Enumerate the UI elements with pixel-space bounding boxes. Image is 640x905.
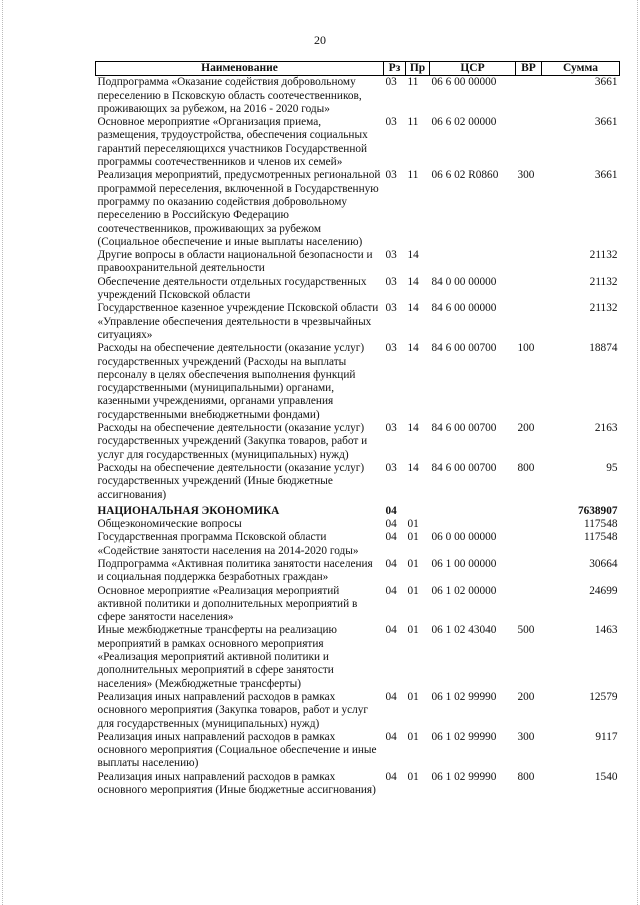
cell-pr: 01 <box>407 584 419 597</box>
cell-vr: 300 <box>517 169 535 182</box>
table-row <box>96 342 620 422</box>
cell-name: Расходы на обеспечение деятельности (оказание услуг) государственных учреждений (Иные бюджетные ассигнования) <box>97 461 365 501</box>
cell-pr: 01 <box>407 557 419 570</box>
cell-csr <box>430 502 516 518</box>
cell-vr <box>516 249 542 276</box>
cell-vr <box>516 76 542 116</box>
cell-vr <box>516 276 542 303</box>
cell-name: Подпрограмма «Активная политика занятости населения и социальная поддержка безработных граждан» <box>97 557 373 584</box>
cell-vr: 200 <box>517 690 535 703</box>
cell-pr: 14 <box>407 342 419 355</box>
table-row <box>96 169 620 249</box>
cell-csr: 06 0 00 00000 <box>431 531 497 544</box>
cell-vr <box>516 302 542 342</box>
cell-csr: 06 6 02 00000 <box>431 116 497 129</box>
cell-rz: 04 <box>385 518 397 531</box>
cell-pr: 01 <box>407 690 419 703</box>
cell-csr: 84 6 00 00000 <box>431 302 497 315</box>
cell-vr: 800 <box>517 461 535 474</box>
cell-pr: 01 <box>407 730 419 743</box>
header-sum: Сумма <box>542 62 620 76</box>
cell-name: Реализация иных направлений расходов в рамках основного мероприятия (Иные бюджетные ассигнования) <box>97 770 376 797</box>
cell-csr: 06 1 02 00000 <box>431 584 497 597</box>
cell-sum: 3661 <box>594 116 618 129</box>
cell-pr: 14 <box>407 422 419 435</box>
scan-edge-right <box>637 0 639 905</box>
cell-sum: 95 <box>606 461 618 474</box>
cell-sum: 12579 <box>589 690 618 703</box>
cell-rz: 03 <box>385 461 397 474</box>
cell-rz: 03 <box>385 76 397 89</box>
cell-sum: 117548 <box>584 518 618 531</box>
cell-pr: 01 <box>407 518 419 531</box>
cell-csr <box>430 249 516 276</box>
cell-vr <box>516 116 542 169</box>
cell-vr <box>516 518 542 531</box>
cell-rz: 04 <box>385 504 397 517</box>
cell-csr: 06 1 02 43040 <box>431 624 497 637</box>
cell-rz: 04 <box>385 690 397 703</box>
cell-pr: 01 <box>407 624 419 637</box>
cell-name: Обеспечение деятельности отдельных государственных учреждений Псковской области <box>97 275 367 302</box>
budget-table <box>95 61 620 797</box>
cell-csr: 06 6 02 R0860 <box>431 169 499 182</box>
table-row <box>96 249 620 276</box>
cell-csr: 06 6 00 00000 <box>431 76 497 89</box>
table-row <box>96 731 620 771</box>
table-row <box>96 116 620 169</box>
header-row <box>96 62 620 76</box>
cell-rz: 04 <box>385 770 397 783</box>
cell-sum: 1463 <box>594 624 618 637</box>
cell-vr <box>516 502 542 518</box>
cell-csr: 06 1 02 99990 <box>431 730 497 743</box>
cell-name: НАЦИОНАЛЬНАЯ ЭКОНОМИКА <box>97 504 280 517</box>
cell-name: Подпрограмма «Оказание содействия добровольному переселению в Псковскую область соотечественников, проживающих за рубежом, на 2016 - 2020 годы» <box>97 76 362 115</box>
table-body <box>96 76 620 798</box>
cell-name: Расходы на обеспечение деятельности (оказание услуг) государственных учреждений (Расходы на выплаты персоналу в целях обеспечения выполнения функций государственными (муниципальными) органами, казенными учреждениями, органами управления государственными внебюджетными фондами) <box>97 342 365 421</box>
cell-csr: 84 0 00 00000 <box>431 275 497 288</box>
table-row <box>96 771 620 798</box>
cell-rz: 04 <box>385 531 397 544</box>
cell-vr <box>516 585 542 625</box>
cell-rz: 03 <box>385 249 397 262</box>
table-row <box>96 302 620 342</box>
cell-pr: 01 <box>407 770 419 783</box>
cell-csr: 06 1 02 99990 <box>431 770 497 783</box>
table-row <box>96 276 620 303</box>
table-row <box>96 462 620 502</box>
cell-vr: 800 <box>517 770 535 783</box>
table-row <box>96 558 620 585</box>
table-row <box>96 422 620 462</box>
cell-name: Реализация мероприятий, предусмотренных региональной программой переселения, включенной в Государственную программу по оказанию содействия добровольному переселению в Российскую Федерацию соотечественников, проживающих за рубежом (Социальное обеспечение и иные выплаты населению) <box>97 169 381 248</box>
cell-rz: 03 <box>385 302 397 315</box>
cell-rz: 04 <box>385 624 397 637</box>
cell-name: Общеэкономические вопросы <box>97 518 242 531</box>
table-row <box>96 585 620 625</box>
scan-edge-left <box>2 0 4 905</box>
cell-csr: 06 1 02 99990 <box>431 690 497 703</box>
cell-sum: 9117 <box>595 730 618 743</box>
cell-name: Расходы на обеспечение деятельности (оказание услуг) государственных учреждений (Закупка товаров, работ и услуг для государственных (муниципальных) нужд) <box>97 422 368 461</box>
cell-vr: 300 <box>517 730 535 743</box>
cell-sum: 1540 <box>594 770 618 783</box>
cell-vr: 200 <box>517 422 535 435</box>
cell-rz: 03 <box>385 116 397 129</box>
cell-sum: 3661 <box>594 169 618 182</box>
table-row <box>96 518 620 531</box>
cell-pr: 01 <box>407 531 419 544</box>
cell-vr: 100 <box>517 342 535 355</box>
table-row <box>96 76 620 116</box>
cell-rz: 03 <box>385 422 397 435</box>
cell-pr: 11 <box>407 169 419 182</box>
table-row <box>96 624 620 690</box>
cell-sum: 7638907 <box>577 504 618 517</box>
cell-sum: 24699 <box>589 584 618 597</box>
cell-csr <box>430 518 516 531</box>
header-name: Наименование <box>96 62 384 76</box>
cell-sum: 21132 <box>589 275 618 288</box>
header-vr: ВР <box>516 62 542 76</box>
cell-sum: 117548 <box>584 531 618 544</box>
cell-pr: 14 <box>407 461 419 474</box>
cell-name: Государственная программа Псковской области «Содействие занятости населения на 2014-2020 годы» <box>97 531 359 557</box>
header-rz: Рз <box>384 62 406 76</box>
cell-sum: 2163 <box>594 422 618 435</box>
table-header <box>96 62 620 76</box>
cell-name: Реализация иных направлений расходов в рамках основного мероприятия (Социальное обеспечение и иные выплаты населению) <box>97 730 377 770</box>
cell-pr: 14 <box>407 275 419 288</box>
table-row <box>96 691 620 731</box>
cell-pr: 14 <box>407 249 419 262</box>
cell-name: Реализация иных направлений расходов в рамках основного мероприятия (Закупка товаров, работ и услуг для государственных (муниципальных) нужд) <box>97 690 369 730</box>
cell-pr: 14 <box>407 302 419 315</box>
cell-csr: 84 6 00 00700 <box>431 422 497 435</box>
table-row <box>96 502 620 518</box>
cell-sum: 21132 <box>589 302 618 315</box>
cell-vr <box>516 558 542 585</box>
cell-rz: 03 <box>385 342 397 355</box>
cell-rz: 03 <box>385 275 397 288</box>
table-row <box>96 531 620 558</box>
cell-name: Основное мероприятие «Организация приема, размещения, трудоустройства, обеспечения социальных гарантий переселяющихся участников Государственной программы соотечественников и членов их семей» <box>97 116 368 169</box>
cell-sum: 18874 <box>589 342 618 355</box>
cell-csr: 84 6 00 00700 <box>431 461 497 474</box>
cell-rz: 04 <box>385 584 397 597</box>
cell-sum: 30664 <box>589 557 618 570</box>
header-csr: ЦСР <box>430 62 516 76</box>
cell-name: Государственное казенное учреждение Псковской области «Управление обеспечения деятельности в чрезвычайных ситуациях» <box>97 302 379 341</box>
cell-rz: 04 <box>385 730 397 743</box>
cell-rz: 04 <box>385 557 397 570</box>
cell-name: Другие вопросы в области национальной безопасности и правоохранительной деятельности <box>97 249 373 275</box>
cell-pr <box>406 502 430 518</box>
cell-sum: 21132 <box>589 249 618 262</box>
cell-pr: 11 <box>407 116 419 129</box>
cell-name: Основное мероприятие «Реализация мероприятий активной политики и дополнительных мероприятий в сфере занятости населения» <box>97 584 358 624</box>
cell-rz: 03 <box>385 169 397 182</box>
cell-sum: 3661 <box>594 76 618 89</box>
page-number: 20 <box>314 33 326 47</box>
cell-name: Иные межбюджетные трансферты на реализацию мероприятий в рамках основного мероприятия «Реализация мероприятий активной политики и дополнительных мероприятий в сфере занятости населения» (Межбюджетные трансферты) <box>97 624 338 690</box>
cell-vr: 500 <box>517 624 535 637</box>
cell-pr: 11 <box>407 76 419 89</box>
cell-csr: 84 6 00 00700 <box>431 342 497 355</box>
header-pr: Пр <box>406 62 430 76</box>
cell-csr: 06 1 00 00000 <box>431 557 497 570</box>
cell-vr <box>516 531 542 558</box>
